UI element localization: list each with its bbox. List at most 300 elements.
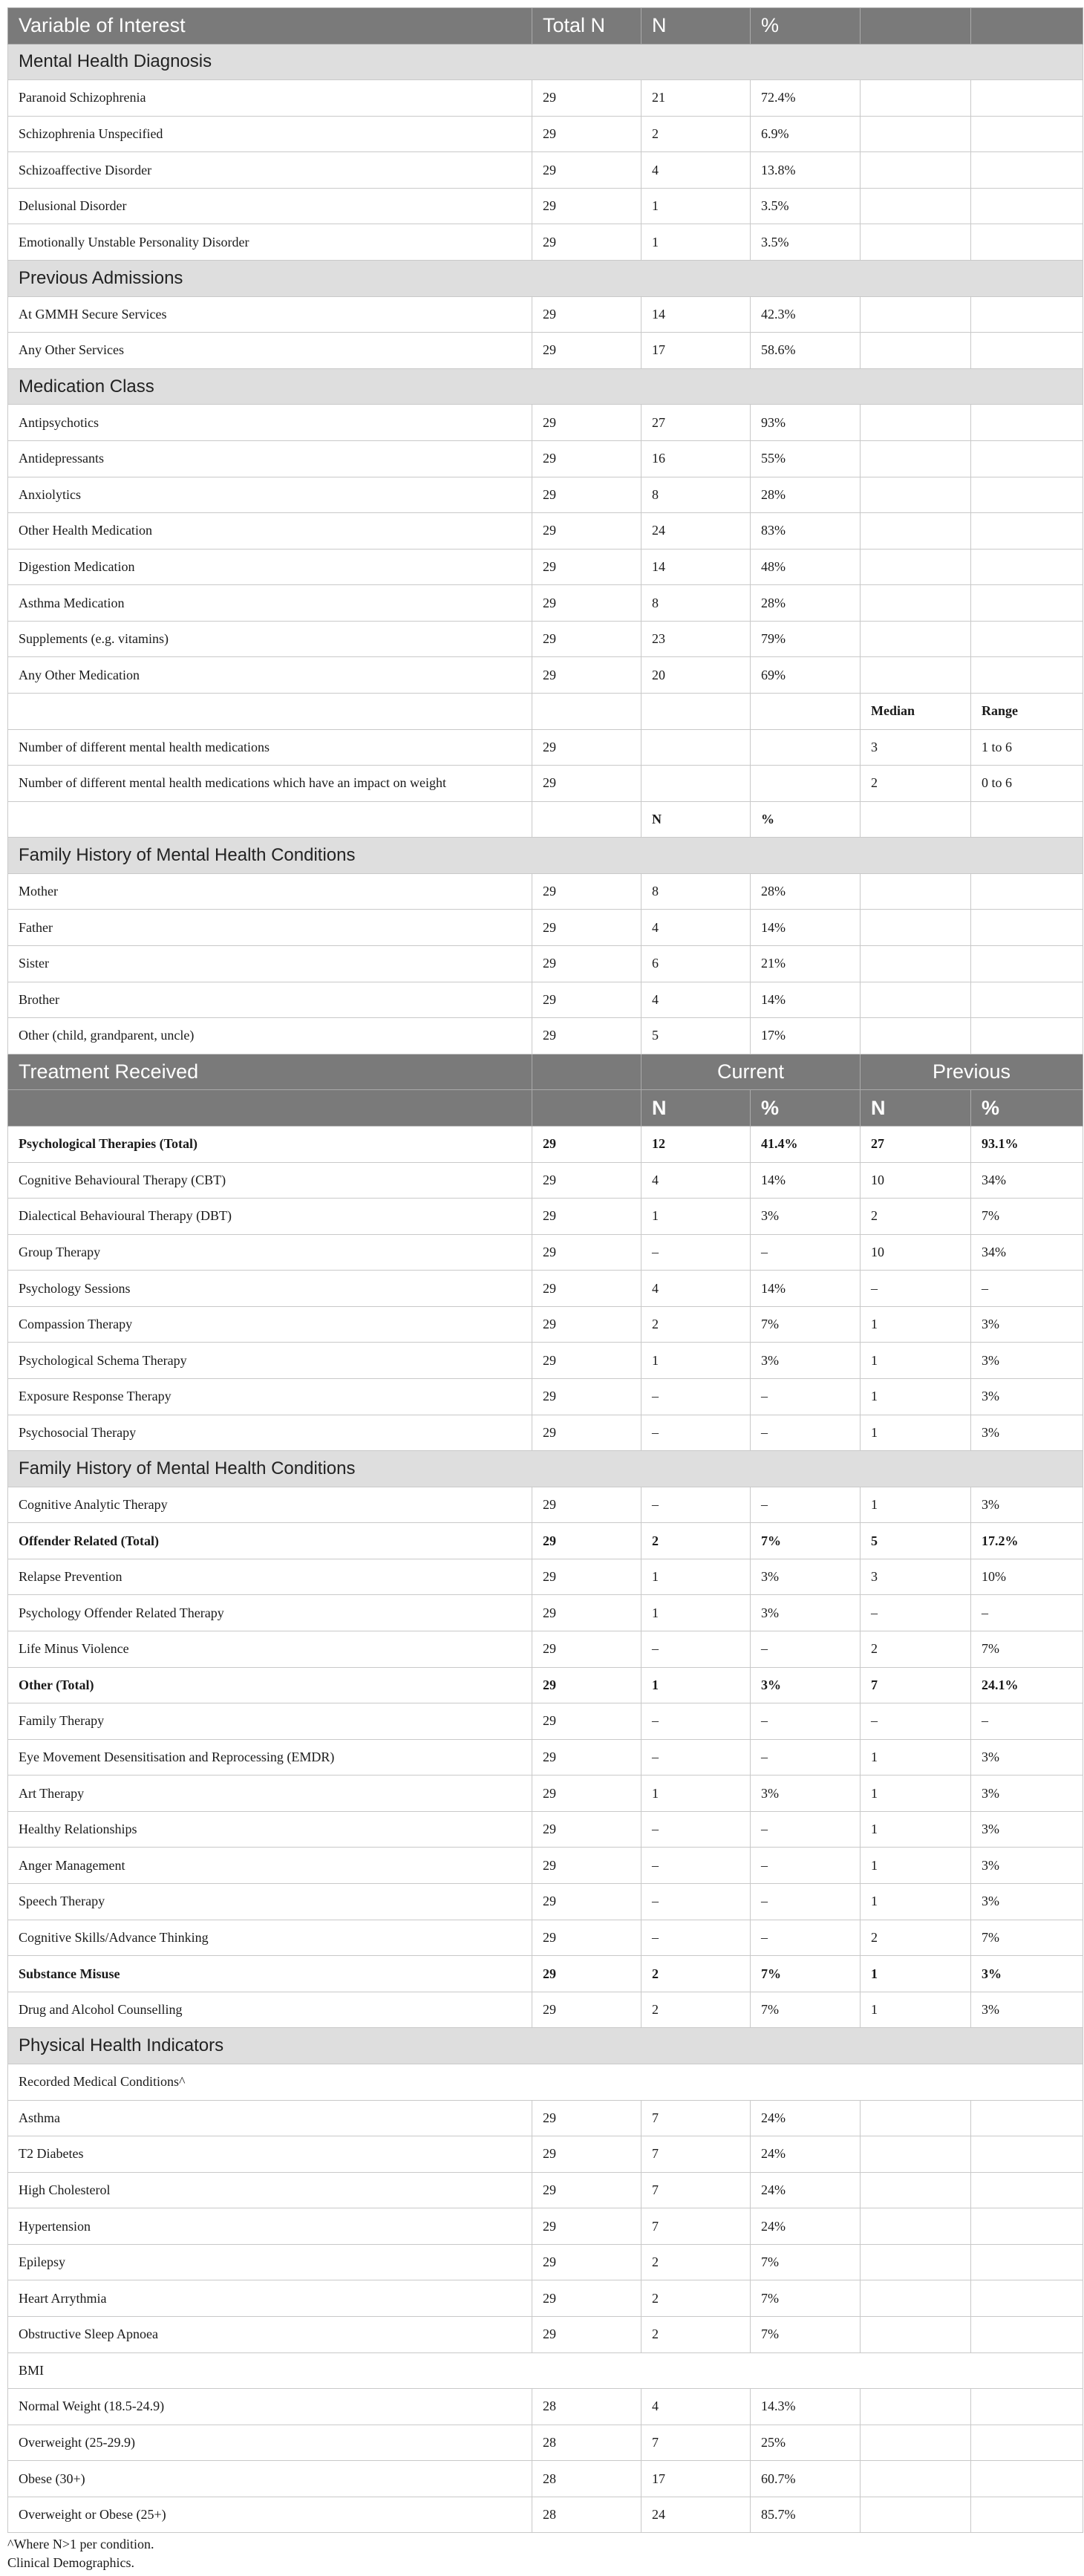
table-cell: 29 [532, 1234, 641, 1271]
table-cell: 1 [641, 1667, 751, 1703]
table-footnotes [7, 2535, 1083, 2572]
table-cell: 29 [532, 1126, 641, 1162]
row-label: At GMMH Secure Services [8, 296, 532, 333]
table-cell: 14% [751, 1162, 861, 1199]
table-cell: 20 [641, 657, 751, 694]
table-row [8, 152, 1083, 189]
table-cell: 3% [971, 1415, 1083, 1451]
table-row [8, 2389, 1083, 2425]
table-cell: 3 [861, 1559, 971, 1595]
table-cell: 29 [532, 152, 641, 189]
table-row [8, 296, 1083, 333]
table-cell: 29 [532, 1884, 641, 1920]
table-cell: 7% [751, 1956, 861, 1992]
table-cell: % [751, 801, 861, 838]
table-cell: – [751, 1415, 861, 1451]
table-row [8, 2497, 1083, 2533]
table-cell: 3% [971, 1811, 1083, 1848]
table-row [8, 1018, 1083, 1054]
table-cell [971, 2461, 1083, 2497]
table-cell: 14 [641, 296, 751, 333]
table-cell: 3% [751, 1776, 861, 1812]
table-cell: 1 [861, 1739, 971, 1776]
table-row [8, 693, 1083, 729]
table-cell: 7 [641, 2208, 751, 2245]
table-cell [861, 982, 971, 1018]
table-cell: 27 [861, 1126, 971, 1162]
table-cell [971, 549, 1083, 585]
table-cell [861, 440, 971, 477]
table-cell [861, 2497, 971, 2533]
table-cell: 29 [532, 2280, 641, 2317]
table-cell [971, 296, 1083, 333]
table-cell: – [641, 1703, 751, 1740]
column-header: % [751, 8, 861, 45]
table-row [8, 766, 1083, 802]
row-label: Eye Movement Desensitisation and Reprocessing (EMDR) [8, 1739, 532, 1776]
table-cell: 1 [861, 1306, 971, 1343]
table-cell: 3% [971, 1848, 1083, 1884]
table-cell: 29 [532, 1631, 641, 1668]
table-cell [971, 513, 1083, 550]
table-cell: 28 [532, 2497, 641, 2533]
table-row [8, 513, 1083, 550]
table-cell: – [751, 1811, 861, 1848]
row-label: Schizophrenia Unspecified [8, 116, 532, 152]
table-cell: 3 [861, 729, 971, 766]
table-cell: 7 [641, 2100, 751, 2136]
table-cell: 2 [641, 1956, 751, 1992]
table-cell: – [751, 1848, 861, 1884]
column-header [971, 8, 1083, 45]
table-cell: 1 [861, 1776, 971, 1812]
row-label: Hypertension [8, 2208, 532, 2245]
table-cell: 17 [641, 333, 751, 369]
table-cell: – [751, 1703, 861, 1740]
row-label [8, 693, 532, 729]
table-cell: 2 [641, 1306, 751, 1343]
table-cell: 79% [751, 621, 861, 657]
table-cell: 7 [641, 2136, 751, 2173]
table-cell [861, 801, 971, 838]
table-cell [861, 2136, 971, 2173]
table-row [8, 1378, 1083, 1415]
table-cell: 1 [861, 1848, 971, 1884]
section-title: Medication Class [8, 368, 1083, 405]
column-header [861, 8, 971, 45]
table-cell: 29 [532, 224, 641, 261]
table-cell: 13.8% [751, 152, 861, 189]
table-cell: 3% [971, 1739, 1083, 1776]
table-cell: – [971, 1703, 1083, 1740]
table-cell: 24 [641, 513, 751, 550]
table-cell [971, 405, 1083, 441]
table-cell: 29 [532, 1162, 641, 1199]
table-cell: 29 [532, 1956, 641, 1992]
row-label: Offender Related (Total) [8, 1523, 532, 1559]
row-label: Paranoid Schizophrenia [8, 80, 532, 117]
table-cell: 6 [641, 946, 751, 982]
table-cell: 29 [532, 477, 641, 513]
table-cell: – [641, 1487, 751, 1523]
table-cell: 48% [751, 549, 861, 585]
table-cell: 2 [861, 1199, 971, 1235]
table-cell: 4 [641, 2389, 751, 2425]
row-label: Mother [8, 873, 532, 910]
table-cell: 5 [861, 1523, 971, 1559]
table-cell: 3% [971, 1884, 1083, 1920]
section-header-row [8, 2028, 1083, 2064]
table-cell: 1 [861, 1884, 971, 1920]
column-subheader: N [861, 1090, 971, 1126]
row-label: Other (Total) [8, 1667, 532, 1703]
section-header-row [8, 368, 1083, 405]
table-cell: 8 [641, 477, 751, 513]
table-row [8, 80, 1083, 117]
table-cell: 29 [532, 585, 641, 622]
table-cell [971, 657, 1083, 694]
table-row [8, 1199, 1083, 1235]
table-row [8, 549, 1083, 585]
table-cell: 12 [641, 1126, 751, 1162]
table-cell: 29 [532, 2136, 641, 2173]
table-cell [861, 2425, 971, 2461]
table-cell: – [641, 1378, 751, 1415]
table-cell [861, 2100, 971, 2136]
table-cell: 1 [861, 1811, 971, 1848]
table-row [8, 1631, 1083, 1668]
table-cell: 7 [861, 1667, 971, 1703]
table-cell: – [641, 1739, 751, 1776]
table-cell [971, 801, 1083, 838]
table-cell: – [971, 1595, 1083, 1631]
table-cell: – [751, 1920, 861, 1956]
table-row [8, 2280, 1083, 2317]
table-row [8, 873, 1083, 910]
table-row [8, 2244, 1083, 2280]
table-cell [971, 80, 1083, 117]
table-cell: 1 [861, 1487, 971, 1523]
section-header-row [8, 838, 1083, 874]
table-cell: 3% [751, 1595, 861, 1631]
table-cell: 3% [971, 1378, 1083, 1415]
column-subheader: % [751, 1090, 861, 1126]
table-cell: 8 [641, 873, 751, 910]
table-cell: 3% [971, 1776, 1083, 1812]
table-cell [971, 1018, 1083, 1054]
table-cell: – [751, 1739, 861, 1776]
table-cell: Median [861, 693, 971, 729]
table-cell: 14% [751, 1271, 861, 1307]
row-label: Any Other Services [8, 333, 532, 369]
table-cell: 1 [641, 1776, 751, 1812]
total-row [8, 1956, 1083, 1992]
table-cell: 7% [751, 1306, 861, 1343]
table-cell: 2 [641, 1523, 751, 1559]
row-label: Obese (30+) [8, 2461, 532, 2497]
table-cell [861, 2461, 971, 2497]
column-header [532, 1054, 641, 1090]
column-subheader: % [971, 1090, 1083, 1126]
row-label: Psychological Therapies (Total) [8, 1126, 532, 1162]
table-cell: 55% [751, 440, 861, 477]
table-cell [861, 333, 971, 369]
table-cell [971, 2425, 1083, 2461]
table-cell: 29 [532, 1811, 641, 1848]
table-cell: 25% [751, 2425, 861, 2461]
table-cell: 1 [861, 1378, 971, 1415]
table-cell: 4 [641, 982, 751, 1018]
table-row [8, 1595, 1083, 1631]
total-row [8, 1667, 1083, 1703]
row-label: Antidepressants [8, 440, 532, 477]
table-cell: 3% [751, 1199, 861, 1235]
table-cell: 41.4% [751, 1126, 861, 1162]
section-header-row [8, 261, 1083, 297]
table-cell [861, 477, 971, 513]
table-row [8, 1739, 1083, 1776]
row-label: Brother [8, 982, 532, 1018]
table-cell: 1 [861, 1992, 971, 2028]
table-row [8, 1234, 1083, 1271]
section-title: Previous Admissions [8, 261, 1083, 297]
table-cell: – [861, 1595, 971, 1631]
table-cell: 29 [532, 1343, 641, 1379]
table-row [8, 1920, 1083, 1956]
row-label: Obstructive Sleep Apnoea [8, 2317, 532, 2353]
row-label: Overweight (25-29.9) [8, 2425, 532, 2461]
subgroup-label: BMI [8, 2352, 1083, 2389]
row-label: Healthy Relationships [8, 1811, 532, 1848]
table-cell: 7% [751, 1523, 861, 1559]
row-label: Drug and Alcohol Counselling [8, 1992, 532, 2028]
table-cell: – [641, 1920, 751, 1956]
table-cell: 29 [532, 513, 641, 550]
table-row [8, 946, 1083, 982]
table-cell: 29 [532, 657, 641, 694]
table-cell: 3.5% [751, 188, 861, 224]
row-label: Sister [8, 946, 532, 982]
row-label: Other (child, grandparent, uncle) [8, 1018, 532, 1054]
section-header-row [8, 44, 1083, 80]
section-title: Physical Health Indicators [8, 2028, 1083, 2064]
row-label: Schizoaffective Disorder [8, 152, 532, 189]
table-cell: 2 [641, 116, 751, 152]
previous-header: Previous [861, 1054, 1083, 1090]
table-cell [861, 2280, 971, 2317]
table-cell: 14 [641, 549, 751, 585]
table-cell [971, 621, 1083, 657]
table-cell: 28% [751, 585, 861, 622]
table-cell: 7% [971, 1199, 1083, 1235]
table-cell [971, 477, 1083, 513]
total-row [8, 1126, 1083, 1162]
table-cell [861, 2317, 971, 2353]
table-cell: 21% [751, 946, 861, 982]
table-cell: 3% [971, 1343, 1083, 1379]
column-header: Variable of Interest [8, 8, 532, 45]
table-cell: 29 [532, 873, 641, 910]
table-cell: – [751, 1884, 861, 1920]
table-cell [971, 2172, 1083, 2208]
table-cell [751, 729, 861, 766]
table-cell: 29 [532, 946, 641, 982]
table-cell: 29 [532, 910, 641, 946]
table-cell: 29 [532, 1378, 641, 1415]
table-cell: 29 [532, 1848, 641, 1884]
table-cell: – [641, 1848, 751, 1884]
table-cell: 34% [971, 1162, 1083, 1199]
column-subheader: N [641, 1090, 751, 1126]
table-cell: 29 [532, 1595, 641, 1631]
table-cell [971, 2389, 1083, 2425]
table-cell [861, 296, 971, 333]
table-row [8, 2172, 1083, 2208]
table-cell: 24% [751, 2208, 861, 2245]
table-cell [971, 585, 1083, 622]
table-cell [861, 657, 971, 694]
table-cell [861, 224, 971, 261]
table-cell: 16 [641, 440, 751, 477]
table-cell: 28 [532, 2389, 641, 2425]
row-label: Psychology Sessions [8, 1271, 532, 1307]
table-cell: 29 [532, 1415, 641, 1451]
row-label: Anger Management [8, 1848, 532, 1884]
table-row [8, 440, 1083, 477]
table-cell: 29 [532, 2244, 641, 2280]
table-cell: 1 [641, 1199, 751, 1235]
table-cell [971, 2280, 1083, 2317]
table-cell: Range [971, 693, 1083, 729]
section-title: Family History of Mental Health Conditions [8, 838, 1083, 874]
table-cell: 29 [532, 621, 641, 657]
table-cell: 29 [532, 1992, 641, 2028]
table-cell: N [641, 801, 751, 838]
table-cell [971, 2208, 1083, 2245]
table-cell [532, 693, 641, 729]
table-row [8, 1162, 1083, 1199]
table-cell [751, 693, 861, 729]
table-cell: – [751, 1378, 861, 1415]
table-row [8, 224, 1083, 261]
row-label: Family Therapy [8, 1703, 532, 1740]
table-row [8, 1992, 1083, 2028]
table-cell [861, 2244, 971, 2280]
table-cell: – [971, 1271, 1083, 1307]
table-cell: 60.7% [751, 2461, 861, 2497]
row-label [8, 801, 532, 838]
table-row [8, 1487, 1083, 1523]
table-cell: 2 [641, 2244, 751, 2280]
table-row [8, 729, 1083, 766]
row-label: Emotionally Unstable Personality Disorder [8, 224, 532, 261]
table-cell: 29 [532, 982, 641, 1018]
table-cell: 4 [641, 1162, 751, 1199]
table-cell: 7% [751, 2280, 861, 2317]
table-cell: 3% [971, 1487, 1083, 1523]
table-cell: 29 [532, 116, 641, 152]
section-title: Family History of Mental Health Conditions [8, 1451, 1083, 1487]
table-cell [971, 188, 1083, 224]
row-label: Relapse Prevention [8, 1559, 532, 1595]
subgroup-row [8, 2064, 1083, 2100]
table-cell: 29 [532, 2100, 641, 2136]
table-row [8, 1703, 1083, 1740]
table-cell: 17 [641, 2461, 751, 2497]
table-cell: 7 [641, 2172, 751, 2208]
table-row [8, 333, 1083, 369]
table-cell: 3% [971, 1992, 1083, 2028]
table-cell: 24 [641, 2497, 751, 2533]
table-cell: 24% [751, 2136, 861, 2173]
table-row [8, 1776, 1083, 1812]
table-cell: 29 [532, 440, 641, 477]
table-cell [971, 152, 1083, 189]
table-cell: 29 [532, 296, 641, 333]
table-cell: 29 [532, 1559, 641, 1595]
table-cell: 1 to 6 [971, 729, 1083, 766]
table-cell: 5 [641, 1018, 751, 1054]
table-cell: 29 [532, 766, 641, 802]
row-label: Compassion Therapy [8, 1306, 532, 1343]
table-cell [971, 2244, 1083, 2280]
table-cell: 3% [971, 1956, 1083, 1992]
table-cell: 0 to 6 [971, 766, 1083, 802]
table-cell: 10 [861, 1234, 971, 1271]
row-label: Delusional Disorder [8, 188, 532, 224]
table-cell: 7% [751, 2244, 861, 2280]
table-cell: 7% [751, 2317, 861, 2353]
table-cell [861, 1018, 971, 1054]
table-row [8, 1811, 1083, 1848]
table-cell: 2 [861, 766, 971, 802]
table-cell: 1 [641, 1343, 751, 1379]
table-row [8, 1343, 1083, 1379]
table-row [8, 2208, 1083, 2245]
table-cell [861, 549, 971, 585]
table-cell [861, 80, 971, 117]
table-row [8, 621, 1083, 657]
table-cell: 29 [532, 405, 641, 441]
table-row [8, 585, 1083, 622]
table-cell: 29 [532, 549, 641, 585]
table-cell [861, 2389, 971, 2425]
row-label: Psychosocial Therapy [8, 1415, 532, 1451]
table-cell: 7% [751, 1992, 861, 2028]
table-cell [641, 766, 751, 802]
table-cell: 29 [532, 80, 641, 117]
table-cell [861, 873, 971, 910]
table-cell: 28 [532, 2425, 641, 2461]
row-label: Epilepsy [8, 2244, 532, 2280]
table-cell: 28% [751, 873, 861, 910]
table-row [8, 1559, 1083, 1595]
table-cell: 10% [971, 1559, 1083, 1595]
row-label: Exposure Response Therapy [8, 1378, 532, 1415]
table-cell: 29 [532, 1776, 641, 1812]
row-label: Heart Arrythmia [8, 2280, 532, 2317]
table-cell [971, 116, 1083, 152]
table-cell: 2 [641, 1992, 751, 2028]
table-row [8, 801, 1083, 838]
treatment-title: Treatment Received [8, 1054, 532, 1090]
table-cell: – [751, 1631, 861, 1668]
table-cell: – [751, 1234, 861, 1271]
table-cell: 3% [751, 1667, 861, 1703]
treatment-subheader-row [8, 1090, 1083, 1126]
table-cell: 1 [861, 1343, 971, 1379]
table-cell: 24% [751, 2100, 861, 2136]
